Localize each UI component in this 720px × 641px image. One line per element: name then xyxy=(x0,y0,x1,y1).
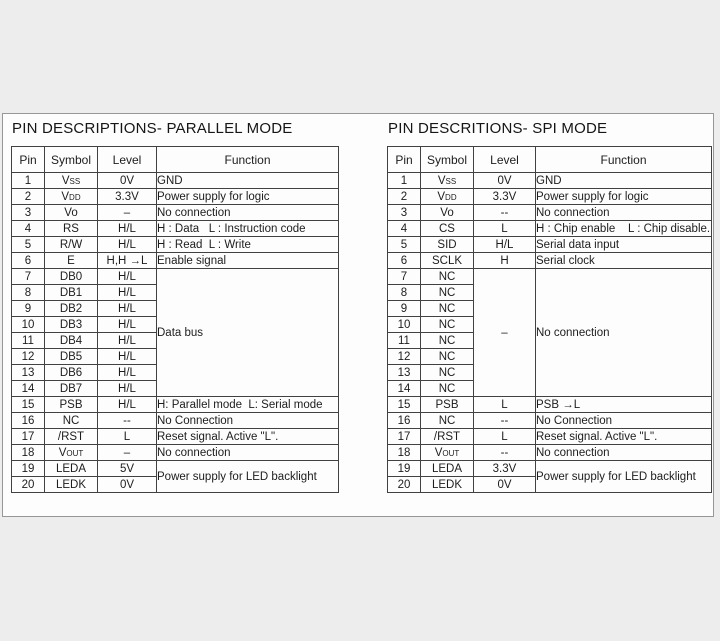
table-row xyxy=(388,237,712,253)
cell-symbol: DB4 xyxy=(45,333,98,349)
cell-level: H/L xyxy=(98,269,157,285)
cell-function: No connection xyxy=(536,445,712,461)
cell-level: 3.3V xyxy=(474,461,536,477)
cell-level: – xyxy=(474,269,536,397)
cell-level: – xyxy=(98,445,157,461)
cell-symbol: NC xyxy=(421,317,474,333)
symbol-subscript: SS xyxy=(69,176,81,186)
table-row xyxy=(388,189,712,205)
cell-pin: 2 xyxy=(12,189,45,205)
cell-function: PSB →L xyxy=(536,397,712,413)
cell-pin: 17 xyxy=(12,429,45,445)
cell-level: 5V xyxy=(98,461,157,477)
cell-symbol: VDD xyxy=(421,189,474,205)
cell-symbol: NC xyxy=(421,285,474,301)
cell-symbol: LEDA xyxy=(45,461,98,477)
cell-pin: 5 xyxy=(12,237,45,253)
table-row xyxy=(388,413,712,429)
cell-pin: 16 xyxy=(12,413,45,429)
table-row xyxy=(388,205,712,221)
cell-level: H/L xyxy=(98,333,157,349)
cell-symbol: Vo xyxy=(45,205,98,221)
table-row xyxy=(12,205,339,221)
cell-pin: 7 xyxy=(12,269,45,285)
table-row xyxy=(12,413,339,429)
symbol-subscript: DD xyxy=(69,192,81,202)
cell-symbol: PSB xyxy=(45,397,98,413)
table-row xyxy=(12,461,339,477)
symbol-subscript: SS xyxy=(445,176,457,186)
cell-pin: 18 xyxy=(388,445,421,461)
cell-level: H/L xyxy=(98,349,157,365)
pin-table-0 xyxy=(11,146,339,493)
cell-symbol: SID xyxy=(421,237,474,253)
cell-pin: 7 xyxy=(388,269,421,285)
table-row xyxy=(12,237,339,253)
symbol-subscript: DD xyxy=(445,192,457,202)
cell-pin: 19 xyxy=(12,461,45,477)
cell-symbol: /RST xyxy=(45,429,98,445)
cell-pin: 8 xyxy=(12,285,45,301)
cell-level: -- xyxy=(474,445,536,461)
cell-function: Reset signal. Active "L". xyxy=(157,429,339,445)
cell-function: H : Read L : Write xyxy=(157,237,339,253)
cell-level: H/L xyxy=(98,221,157,237)
cell-pin: 6 xyxy=(388,253,421,269)
table-row xyxy=(388,397,712,413)
spi-mode-section xyxy=(387,120,712,493)
table-row xyxy=(388,429,712,445)
cell-pin: 6 xyxy=(12,253,45,269)
cell-function: No connection xyxy=(157,205,339,221)
cell-symbol: NC xyxy=(421,269,474,285)
cell-level: 3.3V xyxy=(98,189,157,205)
cell-symbol: Vo xyxy=(421,205,474,221)
cell-symbol: VOUT xyxy=(421,445,474,461)
symbol-subscript: OUT xyxy=(442,448,460,458)
cell-function: No Connection xyxy=(536,413,712,429)
cell-pin: 15 xyxy=(12,397,45,413)
table-row xyxy=(388,221,712,237)
table-row xyxy=(12,189,339,205)
cell-pin: 20 xyxy=(12,477,45,493)
cell-level: 0V xyxy=(474,173,536,189)
cell-symbol: DB1 xyxy=(45,285,98,301)
cell-level: H/L xyxy=(98,285,157,301)
cell-level: L xyxy=(474,429,536,445)
cell-symbol: NC xyxy=(421,301,474,317)
table-row xyxy=(388,445,712,461)
cell-pin: 12 xyxy=(12,349,45,365)
col-header-pin: Pin xyxy=(388,147,421,173)
table-row xyxy=(388,173,712,189)
cell-pin: 9 xyxy=(12,301,45,317)
cell-function: Reset signal. Active "L". xyxy=(536,429,712,445)
cell-function: Serial clock xyxy=(536,253,712,269)
cell-level: L xyxy=(474,397,536,413)
cell-symbol: R/W xyxy=(45,237,98,253)
cell-symbol: SCLK xyxy=(421,253,474,269)
cell-symbol: NC xyxy=(45,413,98,429)
symbol-subscript: OUT xyxy=(66,448,84,458)
cell-symbol: DB7 xyxy=(45,381,98,397)
cell-pin: 3 xyxy=(388,205,421,221)
cell-pin: 9 xyxy=(388,301,421,317)
cell-symbol: VSS xyxy=(45,173,98,189)
cell-pin: 8 xyxy=(388,285,421,301)
col-header-pin: Pin xyxy=(12,147,45,173)
header-row xyxy=(388,147,712,173)
cell-pin: 20 xyxy=(388,477,421,493)
cell-symbol: VDD xyxy=(45,189,98,205)
cell-function: H : Chip enable L : Chip disable. xyxy=(536,222,711,235)
cell-function: No connection xyxy=(536,205,712,221)
cell-pin: 1 xyxy=(388,173,421,189)
cell-pin: 5 xyxy=(388,237,421,253)
cell-symbol: VOUT xyxy=(45,445,98,461)
cell-symbol: NC xyxy=(421,365,474,381)
cell-symbol: LEDK xyxy=(45,477,98,493)
cell-level: H/L xyxy=(98,317,157,333)
cell-pin: 13 xyxy=(388,365,421,381)
spi-mode-title: PIN DESCRITIONS- SPI MODE xyxy=(388,120,608,137)
cell-pin: 4 xyxy=(12,221,45,237)
cell-level: H/L xyxy=(98,381,157,397)
cell-pin: 1 xyxy=(12,173,45,189)
cell-function: No connection xyxy=(157,445,339,461)
cell-pin: 10 xyxy=(388,317,421,333)
table-row xyxy=(388,269,712,285)
cell-pin: 14 xyxy=(12,381,45,397)
cell-function: No connection xyxy=(536,269,712,397)
cell-pin: 4 xyxy=(388,221,421,237)
cell-symbol: RS xyxy=(45,221,98,237)
cell-symbol: LEDA xyxy=(421,461,474,477)
cell-pin: 2 xyxy=(388,189,421,205)
cell-symbol: DB5 xyxy=(45,349,98,365)
cell-symbol: DB6 xyxy=(45,365,98,381)
cell-level: 0V xyxy=(98,173,157,189)
col-header-function: Function xyxy=(157,147,339,173)
cell-pin: 11 xyxy=(12,333,45,349)
cell-function: Enable signal xyxy=(157,253,339,269)
cell-level: 0V xyxy=(474,477,536,493)
cell-function: Serial data input xyxy=(536,237,712,253)
table-row xyxy=(12,429,339,445)
cell-function: Power supply for LED backlight xyxy=(157,461,339,493)
table-row xyxy=(12,221,339,237)
parallel-mode-title: PIN DESCRIPTIONS- PARALLEL MODE xyxy=(12,120,293,137)
col-header-symbol: Symbol xyxy=(45,147,98,173)
pin-table-1 xyxy=(387,146,712,493)
col-header-function: Function xyxy=(536,147,712,173)
cell-function: H: Parallel mode L: Serial mode xyxy=(157,397,339,413)
cell-function: Data bus xyxy=(157,269,339,397)
cell-function: H : Data L : Instruction code xyxy=(157,221,339,237)
col-header-level: Level xyxy=(474,147,536,173)
cell-function: GND xyxy=(157,173,339,189)
header-row xyxy=(12,147,339,173)
cell-level: -- xyxy=(474,413,536,429)
cell-pin: 15 xyxy=(388,397,421,413)
cell-pin: 16 xyxy=(388,413,421,429)
cell-level: H/L xyxy=(474,237,536,253)
table-row xyxy=(12,269,339,285)
cell-pin: 17 xyxy=(388,429,421,445)
cell-symbol: DB3 xyxy=(45,317,98,333)
cell-function: Power supply for logic xyxy=(157,189,339,205)
cell-function: Power supply for logic xyxy=(536,189,712,205)
cell-level: H/L xyxy=(98,397,157,413)
cell-pin: 11 xyxy=(388,333,421,349)
cell-function: Power supply for LED backlight xyxy=(536,461,712,493)
cell-pin: 19 xyxy=(388,461,421,477)
cell-symbol: LEDK xyxy=(421,477,474,493)
cell-function: GND xyxy=(536,173,712,189)
cell-pin: 12 xyxy=(388,349,421,365)
cell-level: L xyxy=(474,221,536,237)
table-row xyxy=(388,461,712,477)
cell-symbol: NC xyxy=(421,349,474,365)
cell-level: H,H →L xyxy=(98,253,157,269)
table-row xyxy=(12,253,339,269)
cell-level: H/L xyxy=(98,237,157,253)
cell-level: H/L xyxy=(98,301,157,317)
cell-symbol: PSB xyxy=(421,397,474,413)
table-row xyxy=(12,397,339,413)
cell-symbol: /RST xyxy=(421,429,474,445)
cell-pin: 13 xyxy=(12,365,45,381)
cell-level: H/L xyxy=(98,365,157,381)
cell-symbol: CS xyxy=(421,221,474,237)
table-row xyxy=(388,253,712,269)
cell-pin: 18 xyxy=(12,445,45,461)
content-panel xyxy=(2,113,714,517)
table-row xyxy=(12,173,339,189)
parallel-mode-section xyxy=(11,120,339,493)
cell-function: No Connection xyxy=(157,413,339,429)
cell-symbol: DB2 xyxy=(45,301,98,317)
col-header-level: Level xyxy=(98,147,157,173)
cell-pin: 3 xyxy=(12,205,45,221)
cell-level: -- xyxy=(474,205,536,221)
cell-level: – xyxy=(98,205,157,221)
cell-symbol: NC xyxy=(421,333,474,349)
table-row xyxy=(12,445,339,461)
cell-level: H xyxy=(474,253,536,269)
cell-symbol: NC xyxy=(421,381,474,397)
cell-pin: 10 xyxy=(12,317,45,333)
cell-level: L xyxy=(98,429,157,445)
cell-level: 3.3V xyxy=(474,189,536,205)
cell-symbol: VSS xyxy=(421,173,474,189)
cell-pin: 14 xyxy=(388,381,421,397)
cell-symbol: NC xyxy=(421,413,474,429)
col-header-symbol: Symbol xyxy=(421,147,474,173)
cell-symbol: E xyxy=(45,253,98,269)
cell-level: 0V xyxy=(98,477,157,493)
cell-level: -- xyxy=(98,413,157,429)
cell-symbol: DB0 xyxy=(45,269,98,285)
